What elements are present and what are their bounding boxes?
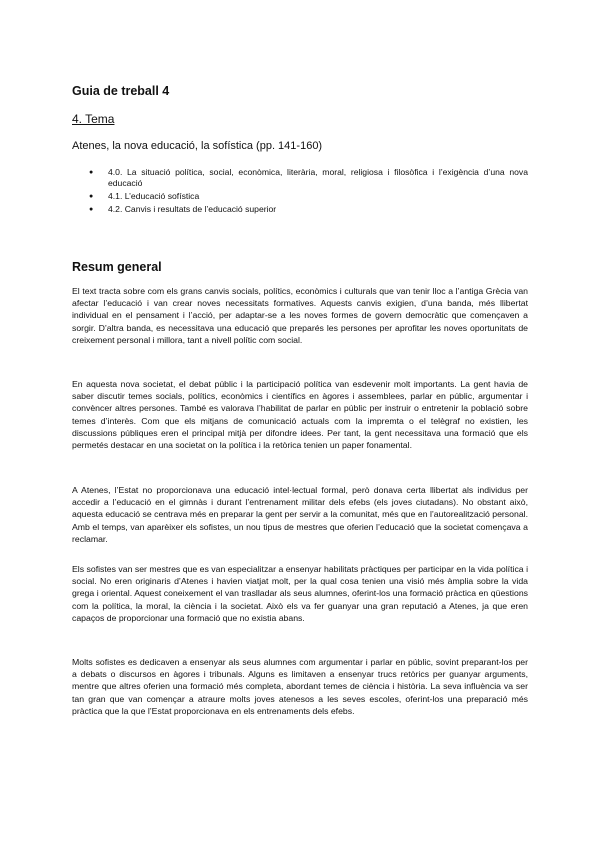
topic-sections-list [72, 167, 528, 217]
summary-paragraph: A Atenes, l’Estat no proporcionava una educació intel·lectual formal, però donava certa llibertat als individus per accedir a l’educació en el gimnàs i durant l’entrenament militar dels efebs (els joves ciutadans). No obstant això, aquesta educació se centrava més en preparar la gent per servir a la comunitat, més que en l’autorealització personal. Amb el temps, van aparèixer els sofistes, un nou tipus de mestres que oferien l’educació que la societat començava a reclamar. [72, 485, 528, 544]
summary-paragraph: En aquesta nova societat, el debat públic i la participació política van esdevenir molt importants. La gent havia de saber discutir temes socials, polítics, econòmics i científics en àgores i assemblees, parlar en públic, argumentar i convèncer altres persones. També es valorava l’habilitat de parlar en públic per instruir o entretenir la població sobre temes d’interès. Com que els mitjans de comunicació actuals com la impremta o el telègraf no existien, les discussions públiques eren el principal mitjà per difondre idees. Per tant, la gent necessitava una formació que els permetés destacar en una societat on la política i la retòrica tenien un paper fonamental. [72, 379, 528, 451]
summary-paragraph: El text tracta sobre com els grans canvis socials, polítics, econòmics i culturals que van tenir lloc a l’antiga Grècia van afectar l’educació i van crear noves necessitats formatives. Aquests canvis exigien, d’una banda, més llibertat individual en el pensament i l’acció, per adaptar-se a les noves formes de govern democràtic que començaven a sorgir. D’altra banda, es necessitava una educació que preparés les persones per aprofitar les noves oportunitats de creixement personal i millora, tant a nivell polític com social. [72, 286, 528, 345]
topic-heading: 4. Tema [72, 112, 115, 126]
list-item: ● 4.0. La situació política, social, econòmica, literària, moral, religiosa i filosòfica i l’exigència d’una nova educació [72, 167, 528, 189]
guide-title: Guia de treball 4 [72, 84, 170, 98]
summary-title: Resum general [72, 260, 162, 274]
summary-paragraph: Els sofistes van ser mestres que es van especialitzar a ensenyar habilitats pràctiques per participar en la vida política i social. No eren originaris d’Atenes i havien viatjat molt, per la qual cosa tenien una visió més àmplia sobre la vida grega i oriental. Aquest coneixement el van traslladar als seus alumnes, oferint-los una formació pràctica en qüestions com la política, la moral, la ciència i la societat. Això els va fer guanyar una gran reputació a Atenes, ja que eren capaços de proporcionar una formació que no existia abans. [72, 564, 528, 623]
topic-description: Atenes, la nova educació, la sofística (pp. 141-160) [72, 140, 323, 152]
list-item: ● 4.2. Canvis i resultats de l’educació superior [72, 204, 528, 215]
list-item: ● 4.1. L’educació sofística [72, 191, 528, 202]
summary-paragraph: Molts sofistes es dedicaven a ensenyar als seus alumnes com argumentar i parlar en públic, sovint preparant-los per a debats o discursos en àgores i tribunals. Alguns es limitaven a ensenyar trucs retòrics per guanyar arguments, mentre que altres oferien una formació més completa, abordant temes de ciència i història. La seva influència va ser tan gran que van començar a atraure molts joves atenesos a les seves escoles, oferint-los una preparació més pràctica que la que l’Estat proporcionava en els entrenaments dels efebs. [72, 657, 528, 716]
